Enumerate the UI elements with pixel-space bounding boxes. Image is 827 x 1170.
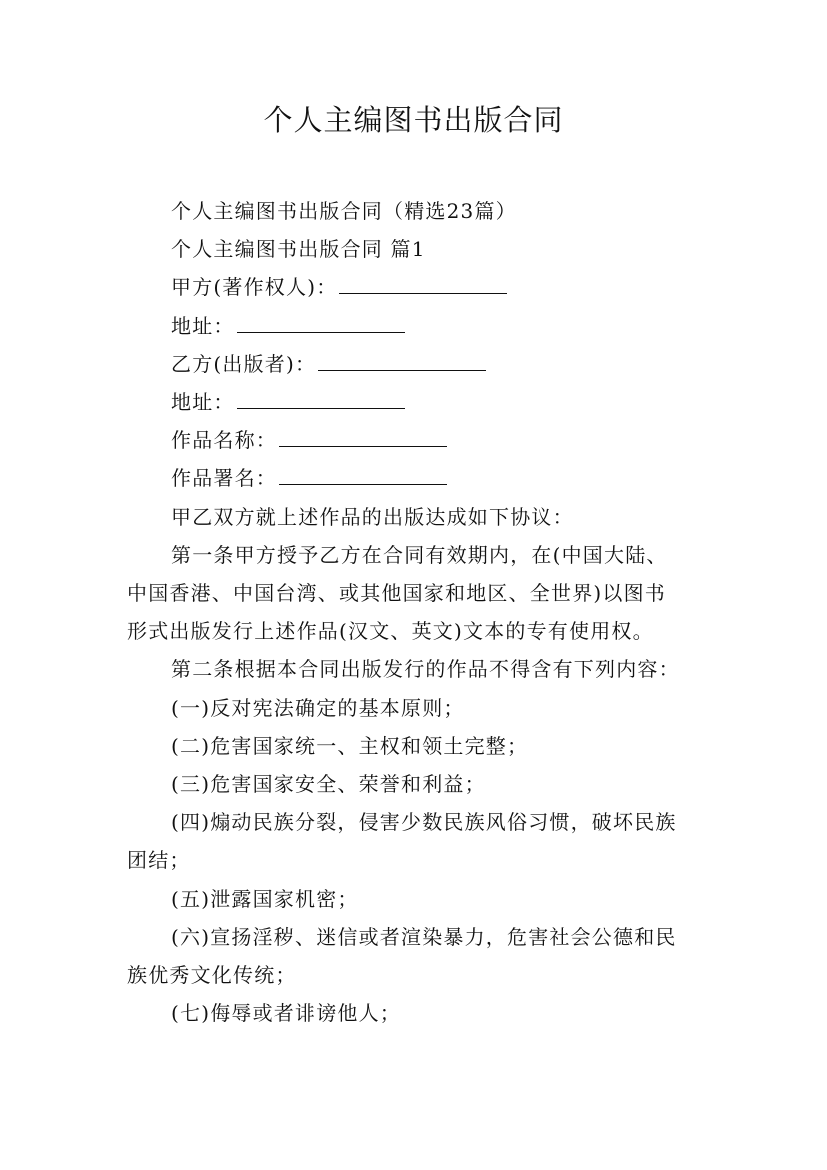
field-address-b (127, 383, 717, 421)
field-work-name (127, 421, 717, 459)
list-item-continuation: 团结； (127, 848, 191, 873)
document-body (127, 192, 717, 1032)
fill-in-blank (237, 312, 405, 333)
field-party-a (127, 268, 717, 306)
field-label: 甲方(著作权人)： (171, 275, 338, 300)
document-title: 个人主编图书出版合同 (263, 103, 564, 137)
list-item: (二)危害国家统一、主权和领土完整； (171, 733, 529, 758)
fill-in-blank (339, 273, 507, 294)
list-item: (四)煽动民族分裂，侵害少数民族风俗习惯，破坏民族 (171, 810, 677, 835)
document-subtitle: 个人主编图书出版合同（精选23篇） (171, 199, 517, 223)
fill-in-blank (318, 350, 486, 371)
list-item: (六)宣扬淫秽、迷信或者渲染暴力，危害社会公德和民 (171, 924, 677, 949)
field-work-author (127, 459, 717, 497)
list-item: (一)反对宪法确定的基本原则； (171, 695, 465, 720)
article-2-intro: 第二条根据本合同出版发行的作品不得含有下列内容： (171, 657, 680, 682)
article-1-line: 形式出版发行上述作品(汉文、英文)文本的专有使用权。 (127, 619, 654, 644)
agreement-intro: 甲乙双方就上述作品的出版达成如下协议： (171, 504, 574, 529)
list-item: (三)危害国家安全、荣誉和利益； (171, 772, 486, 797)
article-1-line: 中国香港、中国台湾、或其他国家和地区、全世界)以图书 (127, 581, 667, 606)
article-1-line: 第一条甲方授予乙方在合同有效期内，在(中国大陆、 (171, 542, 668, 567)
list-item: (五)泄露国家机密； (171, 886, 359, 911)
section-heading: 个人主编图书出版合同 篇1 (171, 237, 426, 262)
field-label: 乙方(出版者)： (171, 351, 317, 376)
fill-in-blank (279, 426, 447, 447)
field-label: 地址： (171, 390, 235, 415)
fill-in-blank (237, 388, 405, 409)
field-label: 作品署名： (171, 466, 277, 491)
field-label: 作品名称： (171, 428, 277, 453)
list-item: (七)侮辱或者诽谤他人； (171, 1001, 402, 1026)
fill-in-blank (279, 464, 447, 485)
field-label: 地址： (171, 313, 235, 338)
field-address-a (127, 307, 717, 345)
field-party-b (127, 345, 717, 383)
list-item-continuation: 族优秀文化传统； (127, 963, 297, 988)
